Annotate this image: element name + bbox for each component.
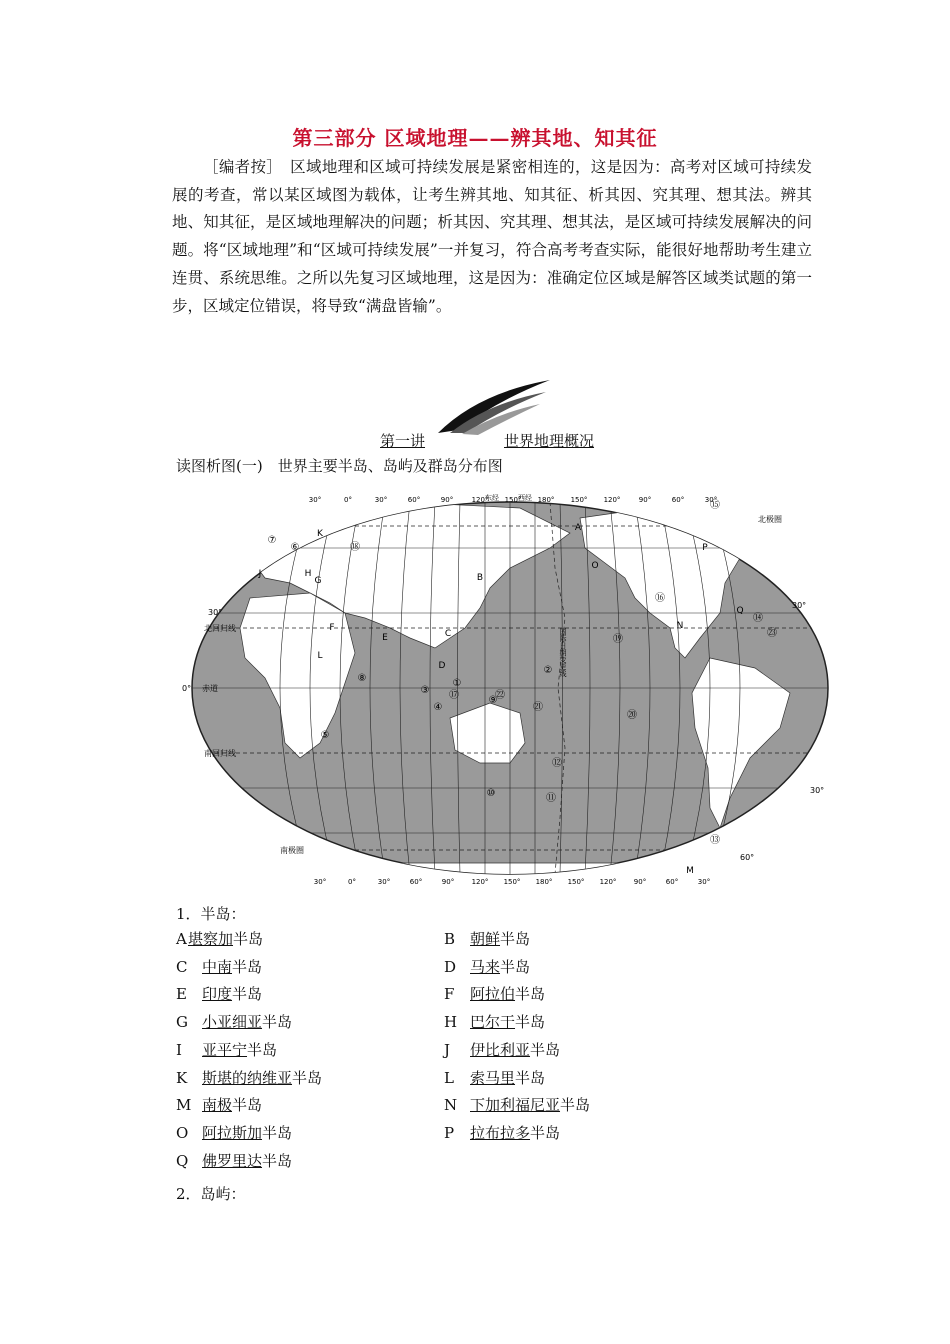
marker-num-13: ⑬ (710, 835, 720, 846)
peninsula-code: O (176, 1123, 189, 1142)
peninsula-item (444, 983, 545, 1004)
peninsula-item (444, 956, 530, 977)
marker-num-15: ⑮ (710, 500, 720, 511)
top-tick-label: 30° (374, 496, 388, 504)
lecture-heading (380, 378, 606, 448)
bottom-tick-label: 180° (535, 878, 553, 886)
peninsula-code: H (444, 1013, 458, 1032)
lecture-name: 世界地理概况 (504, 432, 595, 450)
peninsula-name: 拉布拉多 (470, 1123, 531, 1142)
section-peninsulas: 1．半岛： (176, 905, 246, 923)
peninsula-item (176, 1150, 292, 1171)
peninsula-item (444, 1067, 545, 1088)
peninsula-name: 佛罗里达 (202, 1151, 263, 1170)
peninsula-name: 亚平宁 (202, 1040, 248, 1059)
equator-label: 赤道 (202, 684, 218, 693)
bottom-tick-label: 60° (409, 878, 423, 886)
marker-num-12: ⑫ (552, 758, 562, 769)
top-tick-label: 60° (407, 496, 421, 504)
peninsula-code: F (444, 985, 455, 1004)
peninsula-name: 阿拉伯 (470, 985, 516, 1004)
peninsula-name: 小亚细亚 (202, 1013, 263, 1032)
peninsula-code: B (444, 930, 456, 948)
marker-d: D (438, 661, 446, 671)
peninsula-item (444, 1094, 590, 1115)
greenland (740, 506, 790, 543)
bottom-tick-label: 30° (313, 878, 327, 886)
peninsula-suffix: 半岛 (262, 1013, 293, 1032)
peninsula-code: C (176, 957, 188, 976)
lat30n-label: 30° (208, 608, 223, 617)
peninsula-suffix: 半岛 (500, 930, 531, 948)
equator-zero-label: 0° (182, 684, 192, 693)
peninsula-item (444, 1039, 560, 1060)
top-tick-label: 30° (308, 496, 322, 504)
peninsula-suffix: 半岛 (262, 1151, 293, 1170)
peninsula-suffix: 半岛 (530, 1040, 561, 1059)
peninsula-item (176, 1122, 292, 1143)
bottom-tick-label: 120° (599, 878, 617, 886)
top-tick-label: 150° (504, 496, 522, 504)
bottom-tick-label: 90° (441, 878, 455, 886)
marker-g: G (314, 576, 322, 586)
peninsula-suffix: 半岛 (515, 1068, 546, 1087)
marker-num-22: ㉒ (495, 690, 505, 701)
peninsula-item (176, 1039, 277, 1060)
peninsula-item (444, 1011, 545, 1032)
lat30s-label: 30° (810, 786, 825, 795)
peninsula-suffix: 半岛 (233, 930, 264, 948)
peninsula-item (176, 983, 262, 1004)
marker-o: O (591, 561, 599, 571)
marker-m: M (686, 866, 694, 876)
marker-num-6: ⑥ (290, 542, 300, 553)
map-caption: 读图析图(一) 世界主要半岛、岛屿及群岛分布图 (176, 457, 503, 475)
marker-num-18: ⑱ (350, 542, 360, 553)
marker-num-21: ㉑ (533, 702, 543, 713)
top-tick-label: 120° (603, 496, 621, 504)
peninsula-code: K (176, 1068, 188, 1087)
peninsula-name: 索马里 (470, 1068, 516, 1087)
marker-q: Q (736, 606, 744, 616)
marker-num-17: ⑰ (449, 690, 459, 701)
antarctic-label: 南极圈 (280, 846, 304, 855)
marker-num-1: ① (452, 678, 462, 689)
peninsula-item (444, 928, 530, 949)
swoosh-icon (428, 378, 558, 438)
marker-e: E (382, 633, 388, 643)
peninsula-suffix: 半岛 (247, 1040, 278, 1059)
peninsula-code: M (176, 1096, 192, 1115)
peninsula-item (176, 1011, 292, 1032)
page-title: 第三部分 区域地理——辨其地、知其征 (292, 126, 658, 150)
marker-p: P (702, 543, 708, 553)
peninsula-code: G (176, 1013, 188, 1032)
lat60s-label: 60° (740, 853, 755, 862)
peninsula-item (176, 956, 262, 977)
marker-num-3: ③ (420, 685, 430, 696)
bottom-tick-label: 150° (567, 878, 585, 886)
peninsula-code: J (444, 1040, 451, 1059)
bottom-tick-label: 150° (503, 878, 521, 886)
peninsula-item (176, 1094, 262, 1115)
peninsula-suffix: 半岛 (262, 1123, 293, 1142)
peninsula-suffix: 半岛 (500, 957, 531, 976)
marker-h: H (304, 569, 312, 579)
lat30n-right-label: 30° (792, 601, 807, 610)
top-tick-label: 0° (344, 496, 352, 504)
marker-num-4: ④ (433, 702, 443, 713)
bottom-tick-label: 90° (633, 878, 647, 886)
marker-num-23: ㉓ (767, 628, 777, 639)
marker-f: F (329, 623, 335, 633)
marker-num-19: ⑲ (613, 634, 623, 645)
marker-c: C (444, 629, 452, 639)
peninsula-suffix: 半岛 (232, 1096, 263, 1115)
top-tick-label: 150° (570, 496, 588, 504)
peninsula-code: A (176, 930, 187, 948)
peninsula-name: 马来 (470, 957, 501, 976)
peninsula-item (444, 1122, 560, 1143)
peninsula-name: 下加利福尼亚 (470, 1096, 561, 1115)
east-long-label: 东经 (485, 494, 499, 502)
peninsula-suffix: 半岛 (232, 985, 263, 1004)
peninsula-name: 阿拉斯加 (202, 1123, 263, 1142)
bottom-tick-label: 0° (348, 878, 356, 886)
bottom-tick-label: 30° (377, 878, 391, 886)
marker-b: B (476, 573, 484, 583)
section-islands: 2．岛屿： (176, 1185, 246, 1203)
west-long-label: 西经 (518, 494, 532, 502)
peninsula-item (176, 928, 263, 949)
top-tick-label: 30° (704, 496, 718, 504)
peninsula-name: 朝鲜 (470, 930, 501, 948)
marker-num-2: ② (543, 665, 553, 676)
bottom-tick-label: 120° (471, 878, 489, 886)
peninsula-name: 印度 (202, 985, 233, 1004)
peninsula-name: 中南 (202, 957, 233, 976)
arctic-label: 北极圈 (758, 515, 782, 524)
marker-num-20: ⑳ (627, 710, 637, 721)
peninsula-code: P (444, 1123, 455, 1142)
marker-num-8: ⑧ (357, 673, 367, 684)
marker-k: K (317, 529, 323, 539)
top-longitude-ticks (309, 496, 717, 504)
bottom-longitude-ticks (314, 878, 710, 886)
marker-num-16: ⑯ (655, 593, 665, 604)
peninsula-code: L (444, 1068, 454, 1087)
tropic-n-label: 北回归线 (204, 624, 236, 633)
editor-note: ［编者按］ 区域地理和区域可持续发展是紧密相连的，这是因为：高考对区域可持续发展的考查，常以某区域图为载体，让考生辨其地、知其征、析其因、究其理、想其法。辨其地、知其征，是区域地理解决的问题；析其因、究其理、想其法，是区域可持续发展解决的问题。将“区域地理”和“区域可持续发展”一并复习，符合高考考查实际，能很好地帮助考生建立连贯、系统思维。之所以先复习区域地理，这是因为：准确定位区域是解答区域类试题的第一步，区域定位错误，将导致“满盘皆输”。 (172, 158, 812, 315)
world-map (180, 488, 840, 888)
lecture-number: 第一讲 (380, 432, 426, 450)
marker-a: A (574, 523, 582, 533)
marker-num-14: ⑭ (753, 613, 763, 624)
peninsula-suffix: 半岛 (292, 1068, 323, 1087)
tropic-s-label: 南回归线 (204, 749, 236, 758)
peninsula-suffix: 半岛 (560, 1096, 591, 1115)
peninsula-suffix: 半岛 (515, 985, 546, 1004)
peninsula-suffix: 半岛 (232, 957, 263, 976)
peninsula-name: 堪察加 (188, 930, 234, 948)
marker-j: J (258, 569, 262, 579)
marker-num-11: ⑪ (546, 793, 556, 804)
peninsula-name: 斯堪的纳维亚 (202, 1068, 293, 1087)
peninsula-code: N (444, 1096, 458, 1115)
marker-num-7: ⑦ (267, 535, 277, 546)
top-tick-label: 90° (638, 496, 652, 504)
marker-num-10: ⑩ (486, 788, 496, 799)
peninsula-name: 伊比利亚 (470, 1040, 531, 1059)
dateline-label: 国际日期变更线 (559, 628, 567, 677)
bottom-tick-label: 60° (665, 878, 679, 886)
peninsula-code: E (176, 985, 187, 1004)
peninsula-suffix: 半岛 (530, 1123, 561, 1142)
peninsula-code: I (176, 1040, 182, 1059)
peninsula-suffix: 半岛 (515, 1013, 546, 1032)
marker-num-9: ⑨ (488, 695, 498, 706)
top-tick-label: 120° (471, 496, 489, 504)
peninsula-code: D (444, 957, 457, 976)
top-tick-label: 180° (537, 496, 555, 504)
top-tick-label: 60° (671, 496, 685, 504)
peninsula-name: 巴尔干 (470, 1013, 516, 1032)
marker-num-5: ⑤ (320, 730, 330, 741)
peninsula-code: Q (176, 1151, 189, 1170)
peninsula-name: 南极 (202, 1096, 233, 1115)
marker-n: N (676, 621, 684, 631)
peninsula-item (176, 1067, 322, 1088)
bottom-tick-label: 30° (697, 878, 711, 886)
top-tick-label: 90° (440, 496, 454, 504)
marker-l: L (317, 651, 323, 661)
